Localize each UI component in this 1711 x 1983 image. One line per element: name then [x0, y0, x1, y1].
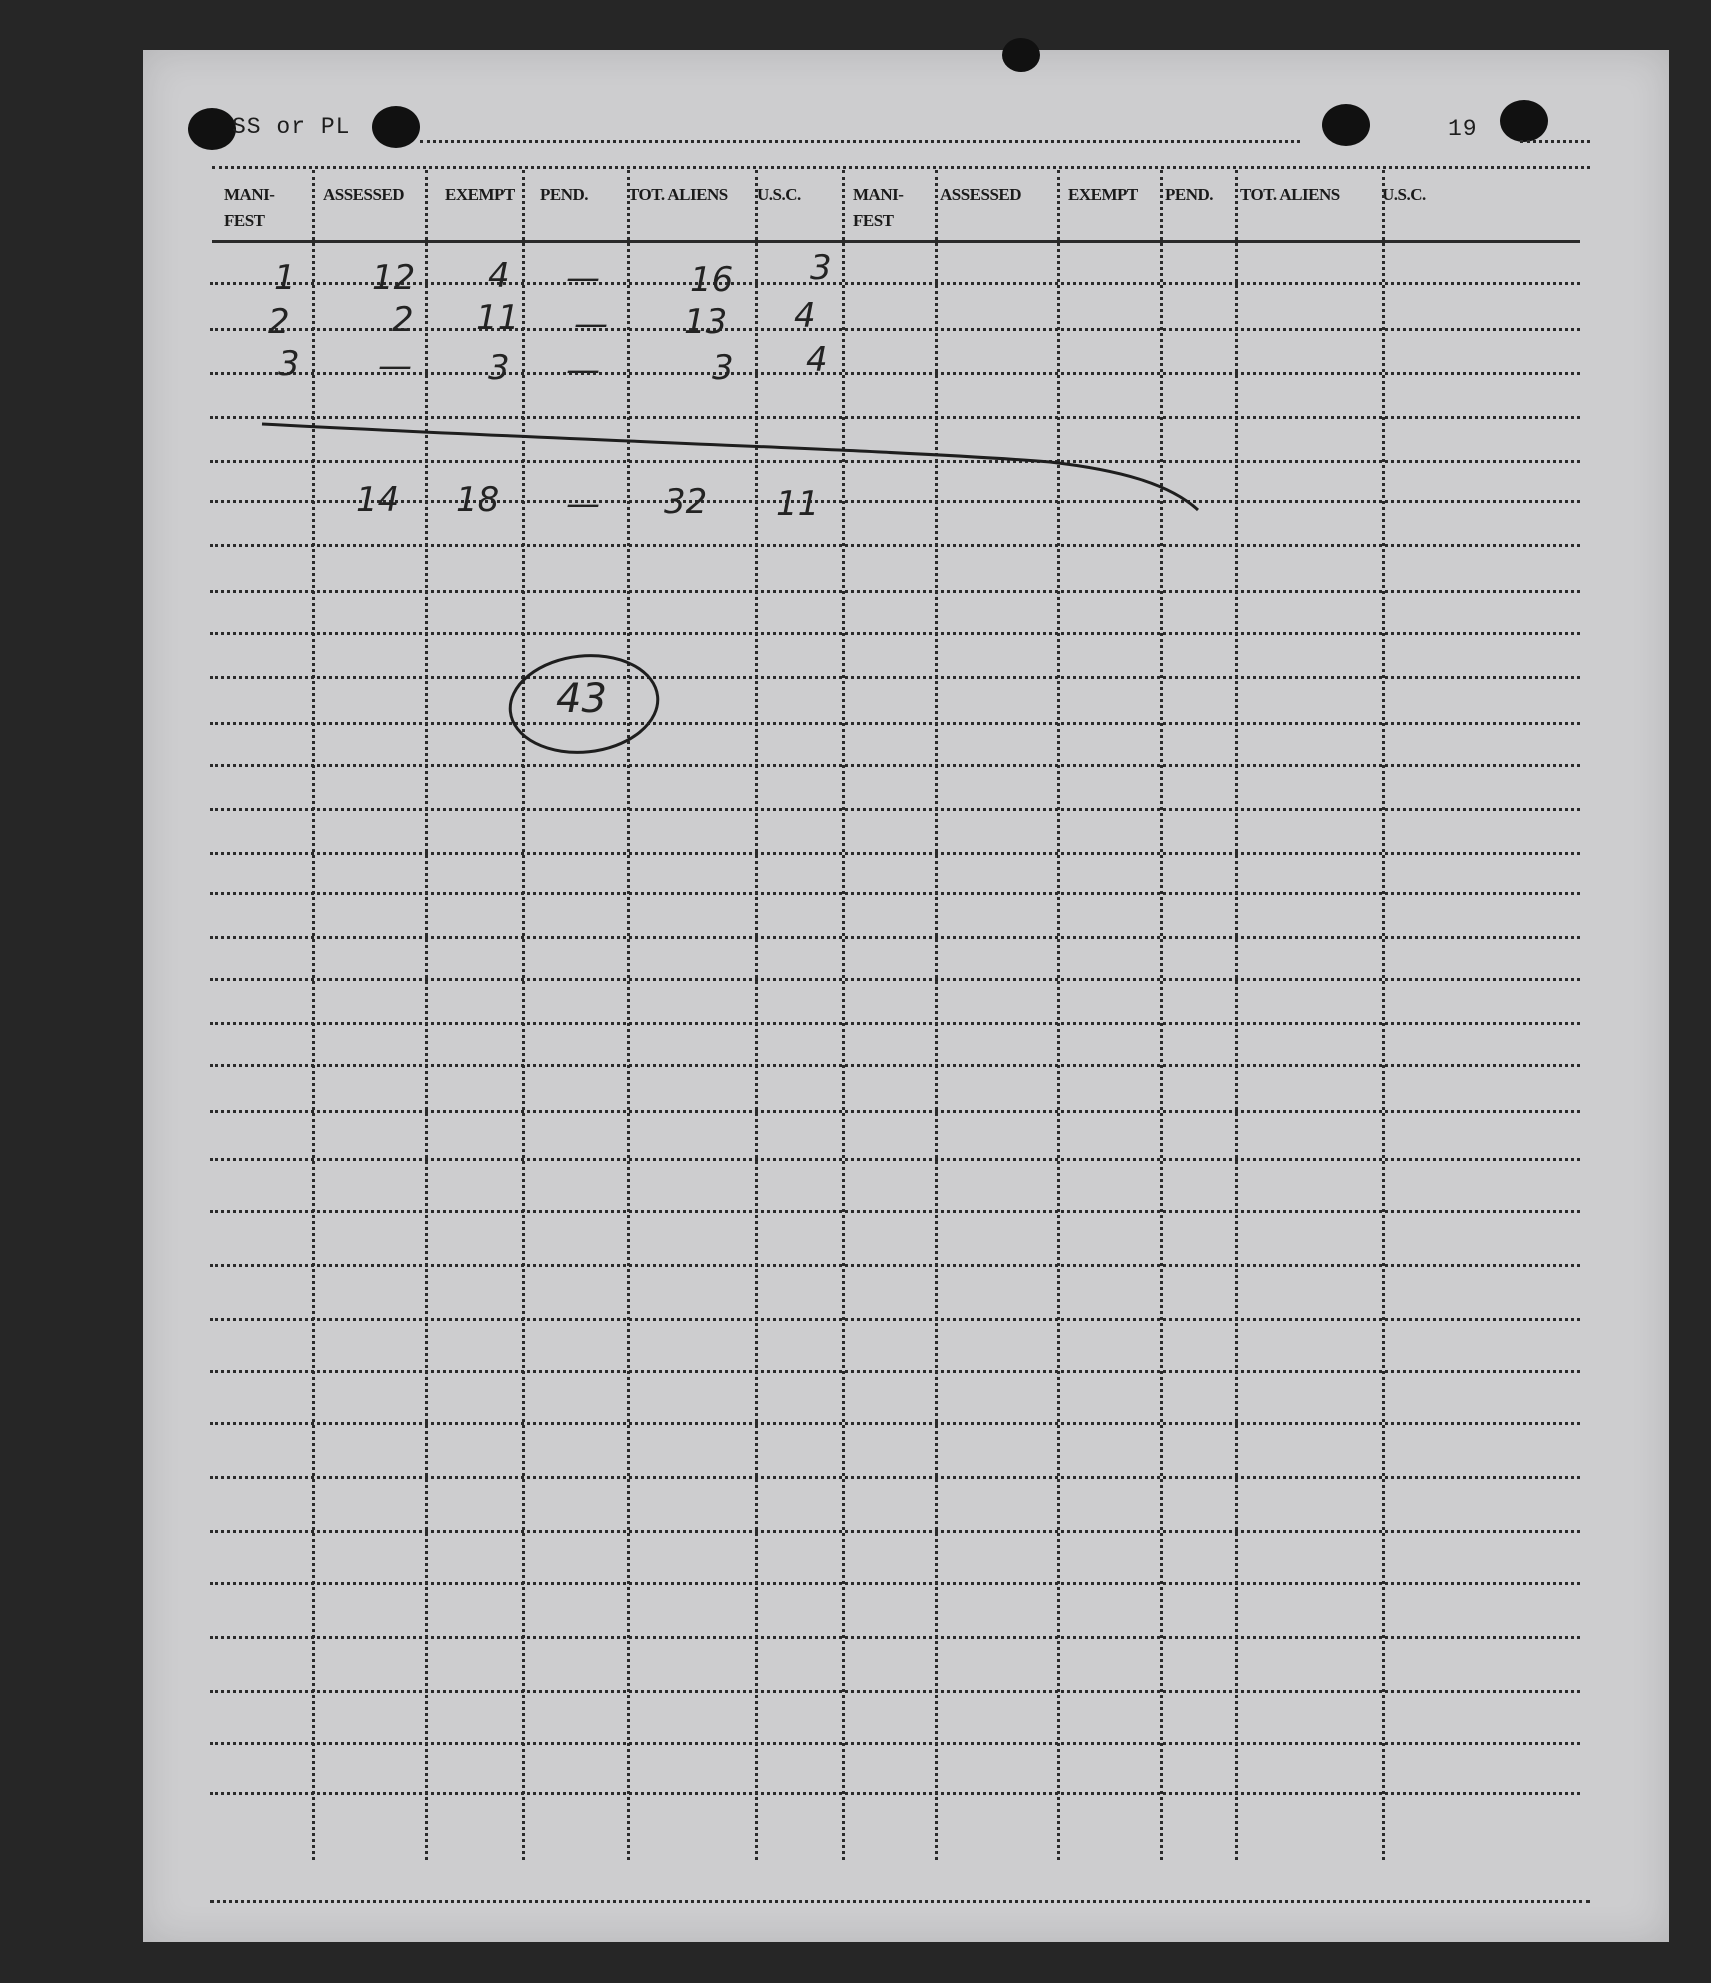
col-manifest-1-line1: MANI- [224, 185, 275, 204]
row1-pend: — [566, 258, 600, 298]
row3-manifest: 3 [278, 344, 300, 384]
row2-tot-aliens: 13 [684, 302, 728, 342]
pen-stroke-line [262, 424, 1198, 510]
col-manifest-1-line2: FEST [224, 211, 265, 230]
total-exempt: 18 [456, 480, 500, 520]
row2-pend: — [574, 304, 608, 344]
row1-tot-aliens: 16 [690, 260, 734, 300]
grand-total: 43 [556, 676, 607, 722]
col-exempt-2: EXEMPT [1068, 185, 1138, 204]
row2-exempt: 11 [476, 298, 520, 338]
ss-or-pl-label: SS or PL [232, 114, 351, 140]
row3-tot-aliens: 3 [712, 348, 734, 388]
row3-pend: — [566, 350, 600, 390]
row1-manifest: 1 [274, 258, 296, 298]
total-tot-aliens: 32 [664, 482, 708, 522]
col-assessed-1: ASSESSED [323, 185, 405, 204]
col-manifest-2-line1: MANI- [853, 185, 904, 204]
col-exempt-1: EXEMPT [445, 185, 515, 204]
row2-manifest: 2 [268, 302, 290, 342]
row2-usc: 4 [794, 296, 816, 336]
col-usc-2: U.S.C. [1382, 185, 1426, 204]
col-tot-aliens-1: TOT. ALIENS [628, 185, 728, 204]
year-label: 19 [1448, 116, 1478, 142]
col-tot-aliens-2: TOT. ALIENS [1240, 185, 1340, 204]
row3-exempt: 3 [488, 348, 510, 388]
row1-usc: 3 [810, 248, 832, 288]
grand-total-circle [505, 649, 662, 760]
row3-usc: 4 [806, 340, 828, 380]
total-assessed: 14 [356, 480, 400, 520]
total-pend: — [566, 484, 600, 524]
row1-assessed: 12 [372, 258, 416, 298]
col-manifest-2-line2: FEST [853, 211, 894, 230]
col-assessed-2: ASSESSED [940, 185, 1022, 204]
total-usc: 11 [776, 484, 820, 524]
row3-assessed: — [378, 346, 412, 386]
col-usc-1: U.S.C. [757, 185, 801, 204]
col-pend-1: PEND. [540, 185, 589, 204]
row2-assessed: 2 [392, 300, 414, 340]
row1-exempt: 4 [488, 256, 510, 296]
col-pend-2: PEND. [1165, 185, 1214, 204]
